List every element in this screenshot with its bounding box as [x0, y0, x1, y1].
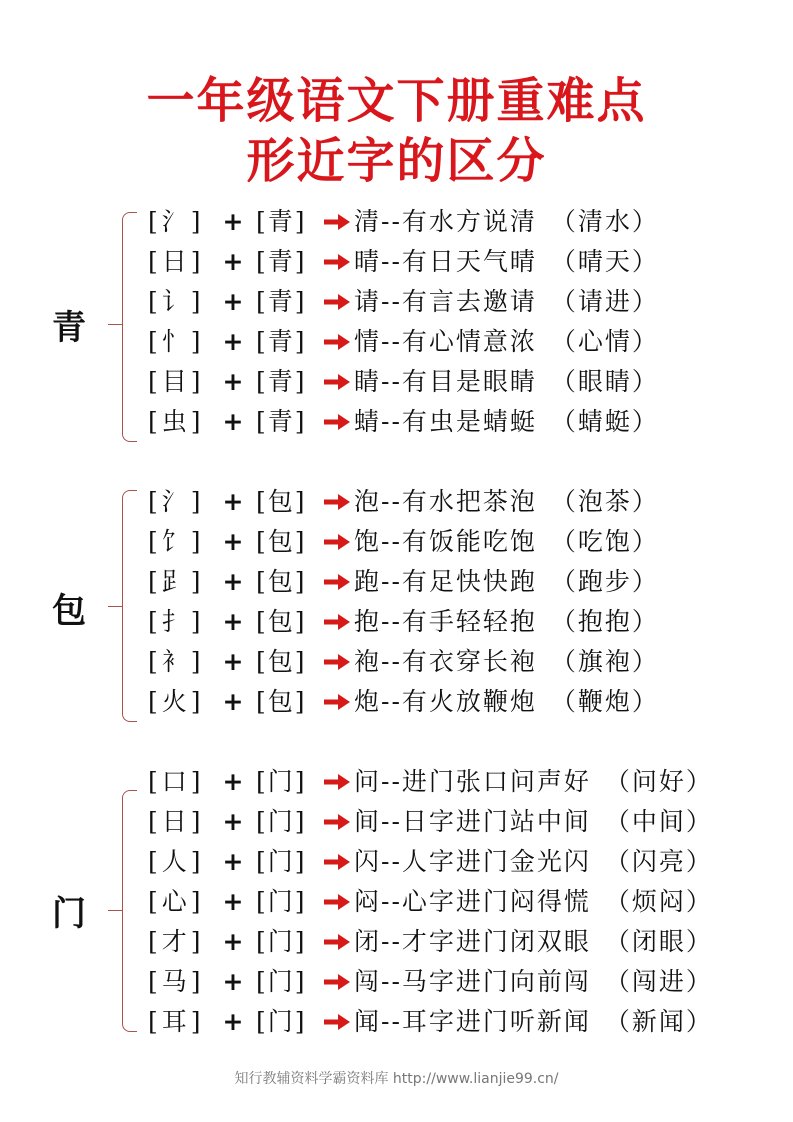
base-char: [青]: [256, 207, 307, 236]
base-char: [包]: [256, 607, 307, 636]
radical: [日]: [148, 247, 205, 276]
plus-sign: +: [222, 967, 244, 996]
result-text: 情--有心情意浓: [354, 327, 537, 356]
result-text: 问--进门张口问声好: [354, 767, 591, 796]
base-char: [包]: [256, 687, 307, 716]
example-word: （请进）: [550, 287, 659, 316]
base-char: [青]: [256, 367, 307, 396]
radical: [扌]: [148, 607, 205, 636]
title-line-2: 形近字的区分: [246, 133, 547, 189]
example-word: （眼睛）: [550, 367, 659, 396]
result-text: 清--有水方说清: [354, 207, 537, 236]
example-word: （鞭炮）: [550, 687, 659, 716]
plus-sign: +: [222, 287, 244, 316]
example-word: （蜻蜓）: [550, 407, 659, 436]
list-item: [148, 962, 713, 1002]
result-text: 闷--心字进门闷得慌: [354, 887, 591, 916]
plus-sign: +: [222, 927, 244, 956]
radical: [饣]: [148, 527, 205, 556]
title-line-1: 一年级语文下册重难点: [146, 73, 647, 129]
brace-icon: [122, 790, 137, 1032]
plus-sign: +: [222, 567, 244, 596]
example-word: （泡茶）: [550, 487, 659, 516]
brace-icon: [122, 212, 137, 442]
result-text: 闭--才字进门闭双眼: [354, 927, 591, 956]
base-char: [青]: [256, 287, 307, 316]
radical: [目]: [148, 367, 205, 396]
radical: [忄]: [148, 327, 205, 356]
right-arrow-icon: [324, 534, 354, 550]
list-item: [148, 322, 659, 362]
brace-tick: [108, 324, 122, 325]
base-char: [包]: [256, 527, 307, 556]
radical: [耳]: [148, 1007, 205, 1036]
radical: [口]: [148, 767, 205, 796]
radical: [日]: [148, 807, 205, 836]
result-text: 晴--有日天气晴: [354, 247, 537, 276]
plus-sign: +: [222, 207, 244, 236]
footer-watermark: 知行教辅资料学霸资料库 http://www.lianjie99.cn/: [234, 1071, 559, 1087]
right-arrow-icon: [324, 214, 354, 230]
radical: [马]: [148, 967, 205, 996]
brace-tick: [108, 606, 122, 607]
right-arrow-icon: [324, 494, 354, 510]
plus-sign: +: [222, 847, 244, 876]
radical: [心]: [148, 887, 205, 916]
list-item: [148, 522, 659, 562]
right-arrow-icon: [324, 414, 354, 430]
list-item: [148, 242, 659, 282]
base-char: [门]: [256, 927, 307, 956]
list-item: [148, 882, 713, 922]
result-text: 炮--有火放鞭炮: [354, 687, 537, 716]
plus-sign: +: [222, 1007, 244, 1036]
example-word: （跑步）: [550, 567, 659, 596]
right-arrow-icon: [324, 854, 354, 870]
list-item: [148, 802, 713, 842]
list-item: [148, 922, 713, 962]
plus-sign: +: [222, 487, 244, 516]
right-arrow-icon: [324, 894, 354, 910]
list-item: [148, 282, 659, 322]
result-text: 蜻--有虫是蜻蜓: [354, 407, 537, 436]
example-word: （吃饱）: [550, 527, 659, 556]
result-text: 睛--有目是眼睛: [354, 367, 537, 396]
base-char: [青]: [256, 247, 307, 276]
group-label: 青: [52, 308, 86, 348]
example-word: （清水）: [550, 207, 659, 236]
plus-sign: +: [222, 247, 244, 276]
base-char: [门]: [256, 767, 307, 796]
radical: [衤]: [148, 647, 205, 676]
base-char: [门]: [256, 967, 307, 996]
base-char: [门]: [256, 847, 307, 876]
list-item: [148, 842, 713, 882]
base-char: [包]: [256, 567, 307, 596]
base-char: [青]: [256, 407, 307, 436]
example-word: （闭眼）: [604, 927, 713, 956]
right-arrow-icon: [324, 1014, 354, 1030]
list-item: [148, 562, 659, 602]
right-arrow-icon: [324, 814, 354, 830]
right-arrow-icon: [324, 934, 354, 950]
radical: [氵]: [148, 207, 205, 236]
plus-sign: +: [222, 367, 244, 396]
result-text: 闯--马字进门向前闯: [354, 967, 591, 996]
list-item: [148, 682, 659, 722]
example-word: （抱抱）: [550, 607, 659, 636]
brace-icon: [122, 490, 137, 722]
base-char: [包]: [256, 487, 307, 516]
result-text: 跑--有足快快跑: [354, 567, 537, 596]
list-item: [148, 482, 659, 522]
example-word: （晴天）: [550, 247, 659, 276]
list-item: [148, 202, 659, 242]
right-arrow-icon: [324, 614, 354, 630]
base-char: [门]: [256, 1007, 307, 1036]
list-item: [148, 762, 713, 802]
list-item: [148, 642, 659, 682]
radical: [𧾷]: [148, 567, 205, 596]
right-arrow-icon: [324, 254, 354, 270]
plus-sign: +: [222, 407, 244, 436]
list-item: [148, 402, 659, 442]
radical: [氵]: [148, 487, 205, 516]
example-word: （心情）: [550, 327, 659, 356]
group-label: 包: [52, 591, 86, 631]
plus-sign: +: [222, 687, 244, 716]
plus-sign: +: [222, 607, 244, 636]
result-text: 闪--人字进门金光闪: [354, 847, 591, 876]
example-word: （中间）: [604, 807, 713, 836]
base-char: [门]: [256, 887, 307, 916]
radical: [讠]: [148, 287, 205, 316]
radical: [火]: [148, 687, 205, 716]
right-arrow-icon: [324, 694, 354, 710]
example-word: （闪亮）: [604, 847, 713, 876]
result-text: 闻--耳字进门听新闻: [354, 1007, 591, 1036]
radical: [才]: [148, 927, 205, 956]
list-item: [148, 1002, 713, 1042]
plus-sign: +: [222, 527, 244, 556]
result-text: 泡--有水把茶泡: [354, 487, 537, 516]
example-word: （烦闷）: [604, 887, 713, 916]
example-word: （闯进）: [604, 967, 713, 996]
list-item: [148, 362, 659, 402]
result-text: 饱--有饭能吃饱: [354, 527, 537, 556]
base-char: [青]: [256, 327, 307, 356]
brace-tick: [108, 910, 122, 911]
plus-sign: +: [222, 767, 244, 796]
plus-sign: +: [222, 327, 244, 356]
base-char: [门]: [256, 807, 307, 836]
example-word: （旗袍）: [550, 647, 659, 676]
right-arrow-icon: [324, 374, 354, 390]
plus-sign: +: [222, 887, 244, 916]
right-arrow-icon: [324, 294, 354, 310]
base-char: [包]: [256, 647, 307, 676]
result-text: 抱--有手轻轻抱: [354, 607, 537, 636]
right-arrow-icon: [324, 334, 354, 350]
example-word: （新闻）: [604, 1007, 713, 1036]
right-arrow-icon: [324, 654, 354, 670]
result-text: 请--有言去邀请: [354, 287, 537, 316]
plus-sign: +: [222, 647, 244, 676]
result-text: 间--日字进门站中间: [354, 807, 591, 836]
group-label: 门: [52, 894, 86, 934]
plus-sign: +: [222, 807, 244, 836]
right-arrow-icon: [324, 974, 354, 990]
right-arrow-icon: [324, 574, 354, 590]
example-word: （问好）: [604, 767, 713, 796]
right-arrow-icon: [324, 774, 354, 790]
radical: [虫]: [148, 407, 205, 436]
result-text: 袍--有衣穿长袍: [354, 647, 537, 676]
radical: [人]: [148, 847, 205, 876]
list-item: [148, 602, 659, 642]
